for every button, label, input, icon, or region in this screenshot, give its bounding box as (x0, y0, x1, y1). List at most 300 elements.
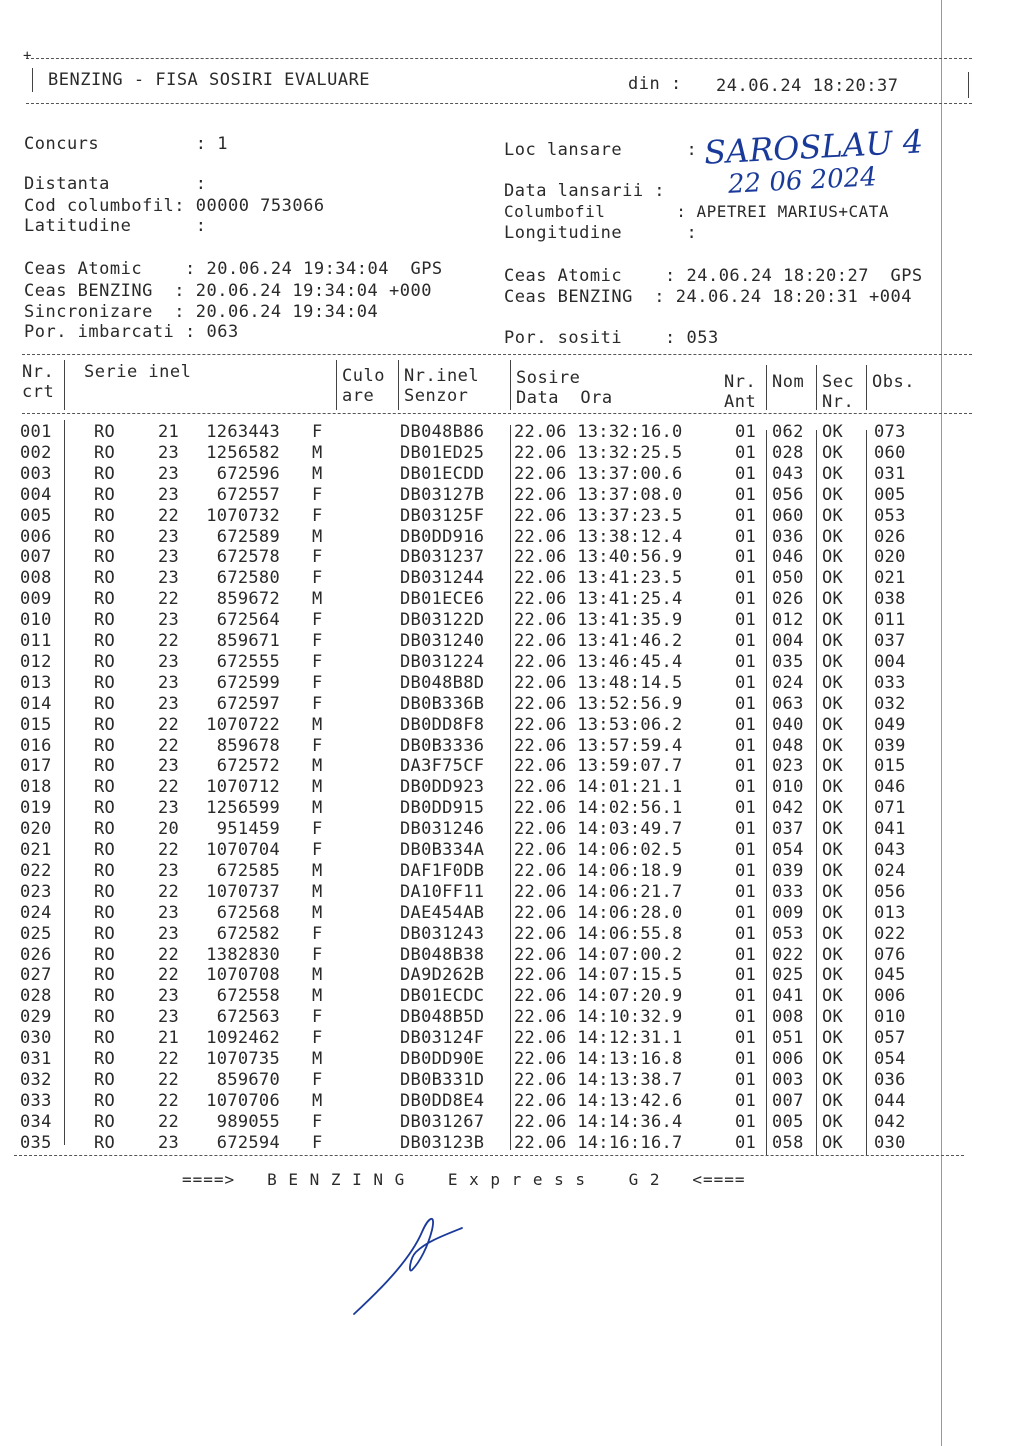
cell-year: 23 (158, 798, 180, 819)
cell-sec: OK (822, 651, 844, 672)
cell-sec: OK (822, 568, 844, 589)
cell-sex: F (312, 1028, 323, 1049)
cell-ring: 1070708 (206, 965, 280, 986)
cell-ant: 01 (735, 881, 757, 902)
din-value: 24.06.24 18:20:37 (716, 76, 899, 96)
cell-obs: 042 (874, 1111, 906, 1132)
cell-nr: 003 (20, 463, 52, 484)
cell-sec: OK (822, 881, 844, 902)
cell-year: 23 (158, 442, 180, 463)
cell-arrival: 22.06 13:40:56.9 (514, 547, 683, 568)
cell-year: 23 (158, 756, 180, 777)
cell-sec: OK (822, 860, 844, 881)
table-row (0, 443, 1024, 464)
cell-ring: 672599 (216, 672, 280, 693)
table-row (0, 527, 1024, 548)
cell-country: RO (94, 526, 116, 547)
cell-sensor: DB03122D (400, 610, 485, 631)
col-ant-1: Nr. (724, 372, 757, 392)
cell-ring: 672568 (216, 902, 280, 923)
cell-sex: F (312, 1069, 323, 1090)
cell-arrival: 22.06 13:48:14.5 (514, 672, 683, 693)
cell-year: 23 (158, 568, 180, 589)
clock-left-4: Por. imbarcati : 063 (24, 322, 239, 342)
cell-country: RO (94, 1007, 116, 1028)
cell-arrival: 22.06 14:06:55.8 (514, 923, 683, 944)
table-row (0, 506, 1024, 527)
cell-nom: 007 (772, 1090, 804, 1111)
cell-obs: 071 (874, 798, 906, 819)
document-title: BENZING - FISA SOSIRI EVALUARE (48, 70, 371, 90)
clock-right-3: Por. sositi : 053 (504, 328, 719, 348)
cell-ant: 01 (735, 1111, 757, 1132)
cell-nom: 009 (772, 902, 804, 923)
col-sec-1: Sec (822, 372, 855, 392)
table-row (0, 1049, 1024, 1070)
cell-nr: 018 (20, 777, 52, 798)
cell-ant: 01 (735, 693, 757, 714)
cell-country: RO (94, 672, 116, 693)
cell-ant: 01 (735, 735, 757, 756)
cell-obs: 011 (874, 610, 906, 631)
cell-arrival: 22.06 14:16:16.7 (514, 1132, 683, 1153)
cell-year: 23 (158, 693, 180, 714)
cell-nom: 048 (772, 735, 804, 756)
cell-obs: 043 (874, 840, 906, 860)
cell-sex: M (312, 442, 323, 463)
cell-sensor: DA3F75CF (400, 756, 485, 777)
cell-sex: M (312, 777, 323, 798)
cell-obs: 073 (874, 422, 906, 442)
col-sosire-2: Data Ora (516, 388, 613, 408)
cell-sensor: DB0B331D (400, 1069, 485, 1090)
cell-country: RO (94, 777, 116, 798)
cell-nr: 026 (20, 944, 52, 965)
cell-sensor: DB031224 (400, 651, 485, 672)
cell-nr: 031 (20, 1049, 52, 1069)
cell-sensor: DB0B336B (400, 693, 485, 714)
cell-ant: 01 (735, 651, 757, 672)
cell-year: 22 (158, 1111, 180, 1132)
cell-sex: F (312, 735, 323, 756)
cell-arrival: 22.06 14:13:42.6 (514, 1090, 683, 1111)
cell-obs: 044 (874, 1090, 906, 1111)
cell-sex: M (312, 860, 323, 881)
cell-nom: 058 (772, 1132, 804, 1153)
cell-obs: 030 (874, 1132, 906, 1153)
header-bottom-rule (26, 103, 972, 104)
cell-year: 22 (158, 1049, 180, 1069)
cell-sensor: DB01ECDC (400, 986, 485, 1007)
clock-right-1: Ceas Atomic : 24.06.24 18:20:27 GPS (504, 266, 923, 286)
cell-nr: 029 (20, 1007, 52, 1028)
cell-nom: 008 (772, 1007, 804, 1028)
cell-nom: 006 (772, 1049, 804, 1069)
cell-ring: 1070732 (206, 505, 280, 526)
cell-sex: F (312, 1111, 323, 1132)
header-right-bar (968, 72, 969, 98)
cell-sec: OK (822, 1028, 844, 1049)
table-row (0, 736, 1024, 757)
cell-nr: 009 (20, 589, 52, 610)
cell-nom: 033 (772, 881, 804, 902)
cell-obs: 076 (874, 944, 906, 965)
cell-nr: 035 (20, 1132, 52, 1153)
cell-sec: OK (822, 1090, 844, 1111)
cell-country: RO (94, 1069, 116, 1090)
cell-ring: 1070712 (206, 777, 280, 798)
cell-nr: 024 (20, 902, 52, 923)
cell-arrival: 22.06 14:06:02.5 (514, 840, 683, 860)
cell-country: RO (94, 693, 116, 714)
table-row (0, 1091, 1024, 1112)
data-lansarii-line: Data lansarii : (504, 181, 666, 201)
cell-ring: 672585 (216, 860, 280, 881)
cell-nr: 014 (20, 693, 52, 714)
cod-columbofil-line: Cod columbofil: 00000 753066 (24, 196, 325, 216)
cell-nom: 039 (772, 860, 804, 881)
cell-sex: F (312, 944, 323, 965)
cell-ant: 01 (735, 442, 757, 463)
handwritten-signature (350, 1210, 490, 1320)
cell-ant: 01 (735, 986, 757, 1007)
cell-obs: 049 (874, 714, 906, 735)
cell-sensor: DB031244 (400, 568, 485, 589)
col-senzor-1: Nr.inel (404, 366, 480, 386)
cell-ring: 1256599 (206, 798, 280, 819)
cell-nom: 022 (772, 944, 804, 965)
cell-year: 23 (158, 547, 180, 568)
cell-sex: F (312, 484, 323, 505)
cell-country: RO (94, 1049, 116, 1069)
cell-ring: 859678 (216, 735, 280, 756)
cell-arrival: 22.06 13:37:23.5 (514, 505, 683, 526)
cell-arrival: 22.06 13:41:35.9 (514, 610, 683, 631)
cell-nom: 042 (772, 798, 804, 819)
cell-arrival: 22.06 13:59:07.7 (514, 756, 683, 777)
cell-sec: OK (822, 735, 844, 756)
cell-nom: 051 (772, 1028, 804, 1049)
cell-sex: M (312, 589, 323, 610)
cell-ant: 01 (735, 1132, 757, 1153)
cell-sex: F (312, 651, 323, 672)
cell-nr: 021 (20, 840, 52, 860)
cell-sensor: DB0DD90E (400, 1049, 485, 1069)
col-sosire-1: Sosire (516, 368, 581, 388)
cell-ring: 1382830 (206, 944, 280, 965)
header-top-rule (26, 58, 972, 59)
cell-obs: 041 (874, 819, 906, 840)
cell-ant: 01 (735, 944, 757, 965)
cell-sex: F (312, 693, 323, 714)
table-row (0, 1133, 1024, 1154)
cell-sex: M (312, 986, 323, 1007)
cell-sec: OK (822, 484, 844, 505)
cell-sensor: DB03127B (400, 484, 485, 505)
cell-ant: 01 (735, 860, 757, 881)
cell-ant: 01 (735, 798, 757, 819)
cell-nom: 046 (772, 547, 804, 568)
distanta-line: Distanta : (24, 174, 207, 194)
table-header-bottom-rule (22, 413, 972, 414)
cell-ant: 01 (735, 631, 757, 651)
cell-sex: F (312, 1132, 323, 1153)
cell-year: 23 (158, 672, 180, 693)
cell-obs: 038 (874, 589, 906, 610)
cell-sec: OK (822, 589, 844, 610)
cell-sensor: DB031246 (400, 819, 485, 840)
cell-arrival: 22.06 13:37:08.0 (514, 484, 683, 505)
cell-country: RO (94, 422, 116, 442)
cell-obs: 006 (874, 986, 906, 1007)
cell-arrival: 22.06 14:13:16.8 (514, 1049, 683, 1069)
col-sep-7 (866, 365, 867, 410)
cell-ring: 672589 (216, 526, 280, 547)
cell-nr: 013 (20, 672, 52, 693)
clock-left-3: Sincronizare : 20.06.24 19:34:04 (24, 302, 379, 322)
cell-sex: M (312, 965, 323, 986)
table-row (0, 819, 1024, 840)
cell-ring: 1092462 (206, 1028, 280, 1049)
table-row (0, 840, 1024, 861)
cell-ant: 01 (735, 610, 757, 631)
cell-year: 23 (158, 526, 180, 547)
table-row (0, 861, 1024, 882)
cell-sensor: DB031240 (400, 631, 485, 651)
cell-arrival: 22.06 14:06:28.0 (514, 902, 683, 923)
cell-nr: 011 (20, 631, 52, 651)
cell-sec: OK (822, 610, 844, 631)
cell-ring: 672582 (216, 923, 280, 944)
col-nrcrt-1: Nr. (22, 362, 55, 382)
table-row (0, 903, 1024, 924)
cell-obs: 036 (874, 1069, 906, 1090)
cell-sex: M (312, 756, 323, 777)
cell-year: 20 (158, 819, 180, 840)
cell-sec: OK (822, 902, 844, 923)
cell-nr: 006 (20, 526, 52, 547)
table-row (0, 422, 1024, 443)
cell-nr: 030 (20, 1028, 52, 1049)
cell-ant: 01 (735, 505, 757, 526)
table-row (0, 1007, 1024, 1028)
table-row (0, 777, 1024, 798)
cell-nr: 025 (20, 923, 52, 944)
table-row (0, 715, 1024, 736)
cell-arrival: 22.06 13:41:25.4 (514, 589, 683, 610)
table-row (0, 1070, 1024, 1091)
cell-year: 22 (158, 965, 180, 986)
table-bottom-rule (14, 1155, 964, 1156)
cell-country: RO (94, 881, 116, 902)
cell-ant: 01 (735, 589, 757, 610)
cell-arrival: 22.06 14:02:56.1 (514, 798, 683, 819)
cell-year: 22 (158, 589, 180, 610)
cell-ant: 01 (735, 672, 757, 693)
cell-sex: M (312, 1049, 323, 1069)
cell-ring: 1070704 (206, 840, 280, 860)
header-left-bar (32, 68, 33, 92)
cell-country: RO (94, 798, 116, 819)
clock-left-1: Ceas Atomic : 20.06.24 19:34:04 GPS (24, 259, 443, 279)
col-nom: Nom (772, 372, 805, 392)
cell-sec: OK (822, 1069, 844, 1090)
cell-sensor: DB0DD8F8 (400, 714, 485, 735)
cell-obs: 057 (874, 1028, 906, 1049)
table-header-top-rule (22, 354, 972, 355)
cell-country: RO (94, 819, 116, 840)
cell-ant: 01 (735, 714, 757, 735)
cell-sensor: DB03125F (400, 505, 485, 526)
handwritten-date: 22 06 2024 (727, 162, 878, 200)
cell-ring: 1070706 (206, 1090, 280, 1111)
cell-year: 22 (158, 1090, 180, 1111)
cell-arrival: 22.06 13:41:46.2 (514, 631, 683, 651)
cell-country: RO (94, 589, 116, 610)
col-sec-2: Nr. (822, 392, 855, 412)
cell-sex: M (312, 1090, 323, 1111)
col-nrcrt-2: crt (22, 382, 55, 402)
cell-ant: 01 (735, 902, 757, 923)
cell-year: 23 (158, 923, 180, 944)
cell-year: 23 (158, 986, 180, 1007)
columbofil-line: Columbofil : APETREI MARIUS+CATA (504, 202, 890, 221)
cell-sensor: DB0DD8E4 (400, 1090, 485, 1111)
cell-sex: M (312, 902, 323, 923)
cell-ring: 672572 (216, 756, 280, 777)
cell-nr: 002 (20, 442, 52, 463)
cell-year: 22 (158, 735, 180, 756)
concurs-line: Concurs : 1 (24, 134, 228, 154)
cell-country: RO (94, 505, 116, 526)
cell-sec: OK (822, 777, 844, 798)
cell-ant: 01 (735, 840, 757, 860)
col-culoare-1: Culo (342, 366, 385, 386)
cell-sensor: DB0DD916 (400, 526, 485, 547)
cell-arrival: 22.06 14:13:38.7 (514, 1069, 683, 1090)
clock-left-2: Ceas BENZING : 20.06.24 19:34:04 +000 (24, 281, 432, 301)
table-row (0, 547, 1024, 568)
cell-obs: 054 (874, 1049, 906, 1069)
cell-ring: 672597 (216, 693, 280, 714)
cell-sec: OK (822, 422, 844, 442)
cell-country: RO (94, 1111, 116, 1132)
din-label: din : (628, 74, 682, 94)
cell-nr: 017 (20, 756, 52, 777)
cell-sex: F (312, 505, 323, 526)
cell-sex: M (312, 798, 323, 819)
cell-country: RO (94, 986, 116, 1007)
cell-ant: 01 (735, 1049, 757, 1069)
cell-obs: 033 (874, 672, 906, 693)
cell-arrival: 22.06 13:32:16.0 (514, 422, 683, 442)
cell-arrival: 22.06 14:03:49.7 (514, 819, 683, 840)
table-row (0, 965, 1024, 986)
clock-right-2: Ceas BENZING : 24.06.24 18:20:31 +004 (504, 287, 912, 307)
cell-nr: 010 (20, 610, 52, 631)
cell-year: 23 (158, 484, 180, 505)
cell-arrival: 22.06 13:37:00.6 (514, 463, 683, 484)
cell-year: 22 (158, 881, 180, 902)
cell-arrival: 22.06 14:06:21.7 (514, 881, 683, 902)
cell-nom: 028 (772, 442, 804, 463)
cell-country: RO (94, 568, 116, 589)
cell-obs: 045 (874, 965, 906, 986)
cell-sensor: DA10FF11 (400, 881, 485, 902)
cell-year: 22 (158, 1069, 180, 1090)
cell-nom: 054 (772, 840, 804, 860)
table-row (0, 652, 1024, 673)
cell-nom: 053 (772, 923, 804, 944)
col-serie: Serie inel (84, 362, 192, 382)
longitudine-line: Longitudine : (504, 223, 698, 243)
cell-sec: OK (822, 714, 844, 735)
cell-nom: 063 (772, 693, 804, 714)
cell-country: RO (94, 714, 116, 735)
cell-ring: 859670 (216, 1069, 280, 1090)
cell-ring: 1070737 (206, 881, 280, 902)
cell-sex: F (312, 568, 323, 589)
cell-obs: 039 (874, 735, 906, 756)
table-row (0, 756, 1024, 777)
cell-arrival: 22.06 13:52:56.9 (514, 693, 683, 714)
cell-ant: 01 (735, 756, 757, 777)
cell-sec: OK (822, 547, 844, 568)
cell-sex: F (312, 819, 323, 840)
cell-sensor: DB0B3336 (400, 735, 485, 756)
cell-year: 23 (158, 1007, 180, 1028)
cell-obs: 032 (874, 693, 906, 714)
cell-obs: 020 (874, 547, 906, 568)
cell-sec: OK (822, 463, 844, 484)
cell-ring: 672563 (216, 1007, 280, 1028)
table-row (0, 924, 1024, 945)
table-row (0, 673, 1024, 694)
cell-sex: M (312, 463, 323, 484)
cell-year: 23 (158, 860, 180, 881)
cell-ant: 01 (735, 965, 757, 986)
cell-ant: 01 (735, 484, 757, 505)
cell-arrival: 22.06 14:01:21.1 (514, 777, 683, 798)
cell-sensor: DB03124F (400, 1028, 485, 1049)
cell-country: RO (94, 651, 116, 672)
cell-country: RO (94, 610, 116, 631)
cell-nr: 019 (20, 798, 52, 819)
cell-sensor: DB03123B (400, 1132, 485, 1153)
cell-sensor: DB01ECE6 (400, 589, 485, 610)
cell-ring: 672564 (216, 610, 280, 631)
cell-nom: 004 (772, 631, 804, 651)
cell-sec: OK (822, 1132, 844, 1153)
cell-nom: 041 (772, 986, 804, 1007)
cell-ring: 1070722 (206, 714, 280, 735)
cell-arrival: 22.06 13:41:23.5 (514, 568, 683, 589)
cell-nr: 020 (20, 819, 52, 840)
table-row (0, 882, 1024, 903)
cell-nr: 023 (20, 881, 52, 902)
cell-sec: OK (822, 756, 844, 777)
cell-nom: 036 (772, 526, 804, 547)
cell-sec: OK (822, 693, 844, 714)
cell-year: 22 (158, 944, 180, 965)
cell-obs: 053 (874, 505, 906, 526)
col-culoare-2: are (342, 386, 375, 406)
table-row (0, 1112, 1024, 1133)
cell-obs: 024 (874, 860, 906, 881)
cell-nr: 004 (20, 484, 52, 505)
cell-sensor: DAE454AB (400, 902, 485, 923)
cell-obs: 013 (874, 902, 906, 923)
